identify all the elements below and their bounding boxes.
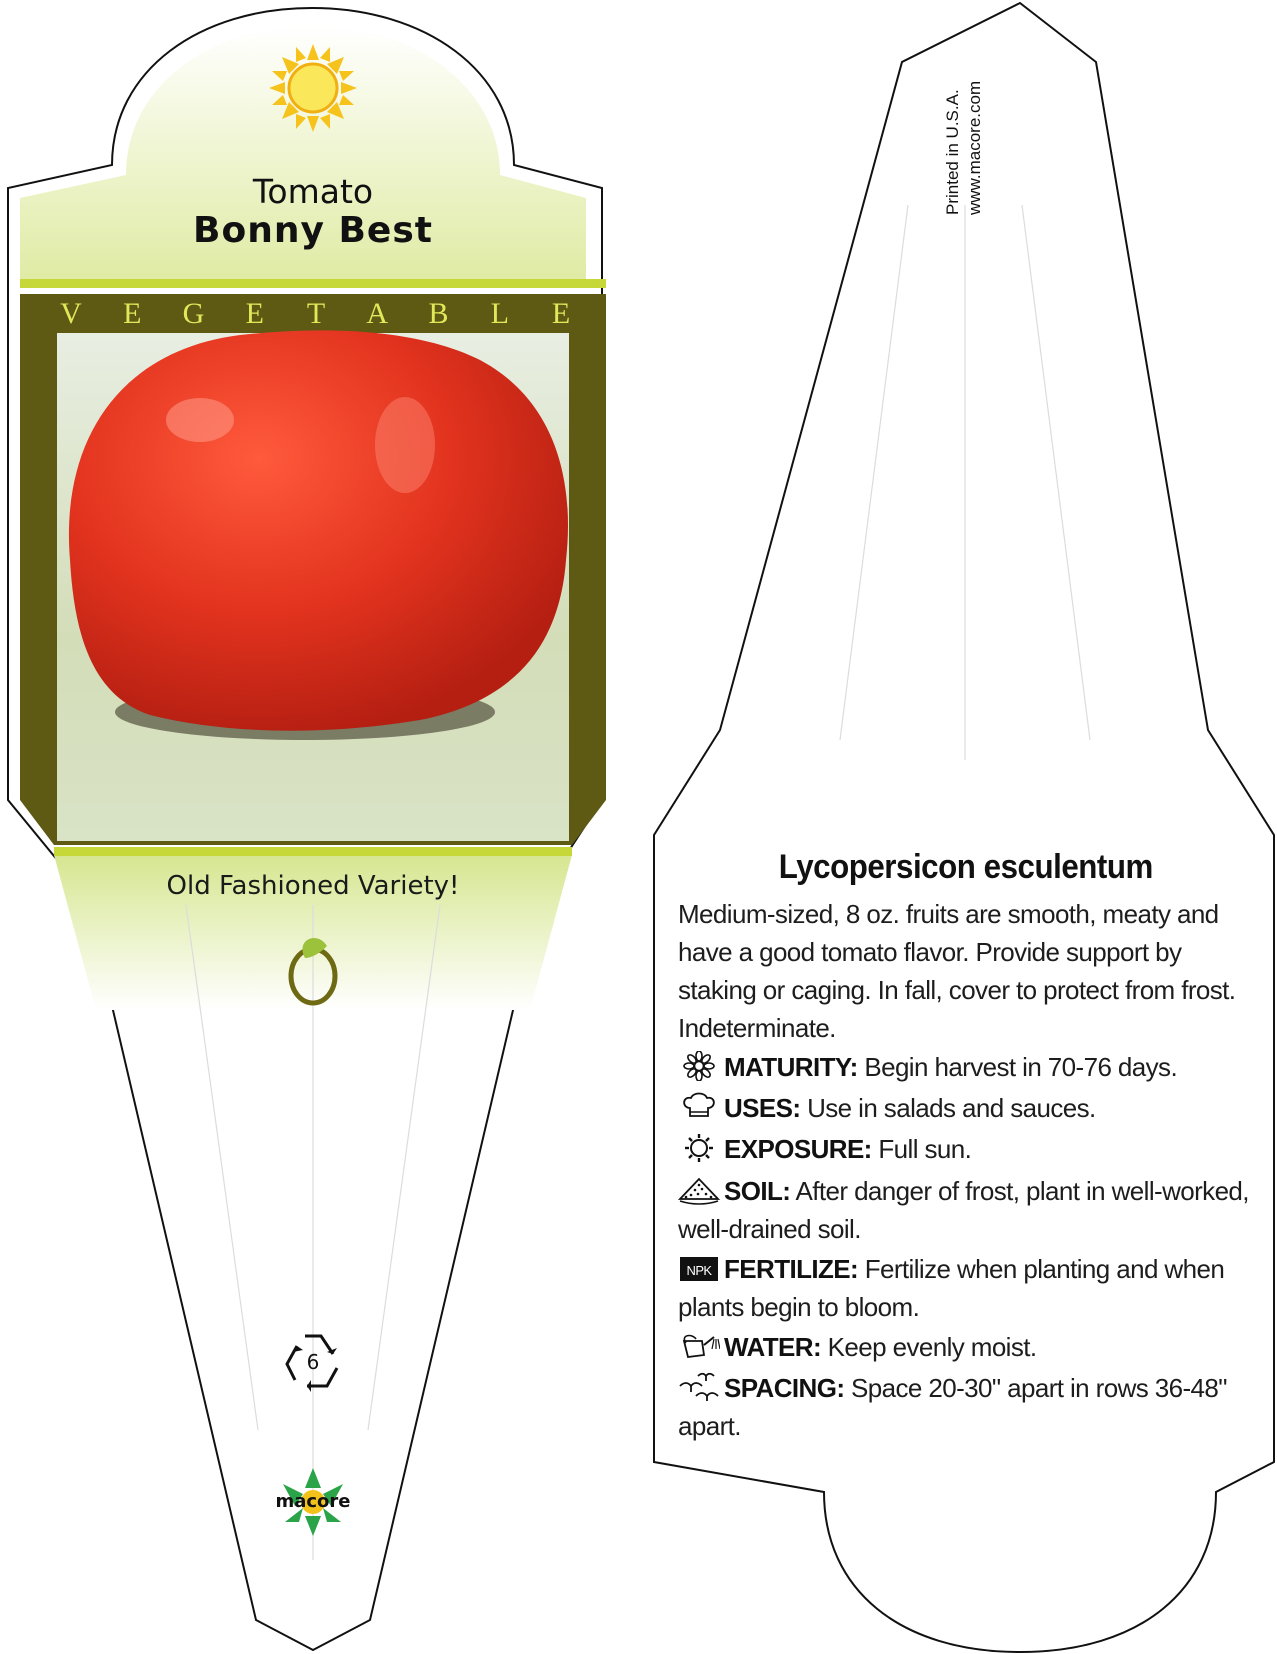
care-text: After danger of frost, plant in well-worked, well-drained soil. <box>678 1176 1249 1244</box>
seedlings-icon <box>678 1372 720 1402</box>
chef-hat-icon <box>678 1092 720 1122</box>
care-text: Keep evenly moist. <box>821 1332 1037 1362</box>
printed-website: www.macore.com <box>965 80 984 215</box>
care-fertilize <box>678 1250 1253 1326</box>
category-letter: E <box>245 297 264 330</box>
care-maturity <box>678 1048 1253 1086</box>
printed-info <box>942 81 986 215</box>
category-letter: E <box>551 297 571 330</box>
care-uses <box>678 1089 1253 1127</box>
variety-name: Bonny Best <box>193 210 433 251</box>
care-label: EXPOSURE: <box>724 1134 872 1164</box>
category-letter: E <box>123 297 142 330</box>
care-label: FERTILIZE: <box>724 1254 859 1284</box>
care-text: Space 20-30" apart in rows 36-48" apart. <box>678 1373 1227 1441</box>
care-label: WATER: <box>724 1332 822 1362</box>
npk-icon <box>678 1253 720 1283</box>
plant-description: Medium-sized, 8 oz. fruits are smooth, meaty and have a good tomato flavor. Provide support by staking or caging. In fall, cover to protect from frost. Indeterminate. <box>678 899 1236 1043</box>
sun-icon <box>269 44 357 132</box>
category-letter: L <box>490 297 509 330</box>
care-text: Use in salads and sauces. <box>800 1093 1096 1123</box>
flower-icon <box>678 1051 720 1081</box>
watering-can-icon <box>678 1331 720 1361</box>
tomato-photo <box>57 330 569 841</box>
care-text: Begin harvest in 70-76 days. <box>857 1052 1178 1082</box>
care-label: SPACING: <box>724 1373 845 1403</box>
brand-name: macore <box>275 1491 351 1512</box>
care-soil <box>678 1172 1253 1248</box>
botanical-name: Lycopersicon esculentum <box>778 848 1153 886</box>
care-text: Fertilize when planting and when plants begin to bloom. <box>678 1254 1225 1322</box>
care-label: USES: <box>724 1093 801 1123</box>
category-letter: A <box>366 297 389 330</box>
svg-text:NPK: NPK <box>686 1263 712 1278</box>
category-letter: B <box>428 297 449 330</box>
care-exposure <box>678 1130 1253 1168</box>
care-text: Full sun. <box>871 1134 972 1164</box>
category-letter: G <box>182 297 205 330</box>
category-letter: V <box>60 297 82 330</box>
printed-country: Printed in U.S.A. <box>943 89 962 215</box>
recycle-code: 6 <box>306 1350 320 1374</box>
care-label: MATURITY: <box>724 1052 858 1082</box>
common-name: Tomato <box>252 172 374 211</box>
soil-pile-icon <box>678 1175 720 1205</box>
sun-outline-icon <box>678 1133 720 1163</box>
care-water <box>678 1328 1253 1366</box>
care-spacing <box>678 1369 1253 1445</box>
care-label: SOIL: <box>724 1176 791 1206</box>
tagline: Old Fashioned Variety! <box>166 871 460 901</box>
category-letter: T <box>306 297 326 330</box>
category-label <box>36 297 596 335</box>
